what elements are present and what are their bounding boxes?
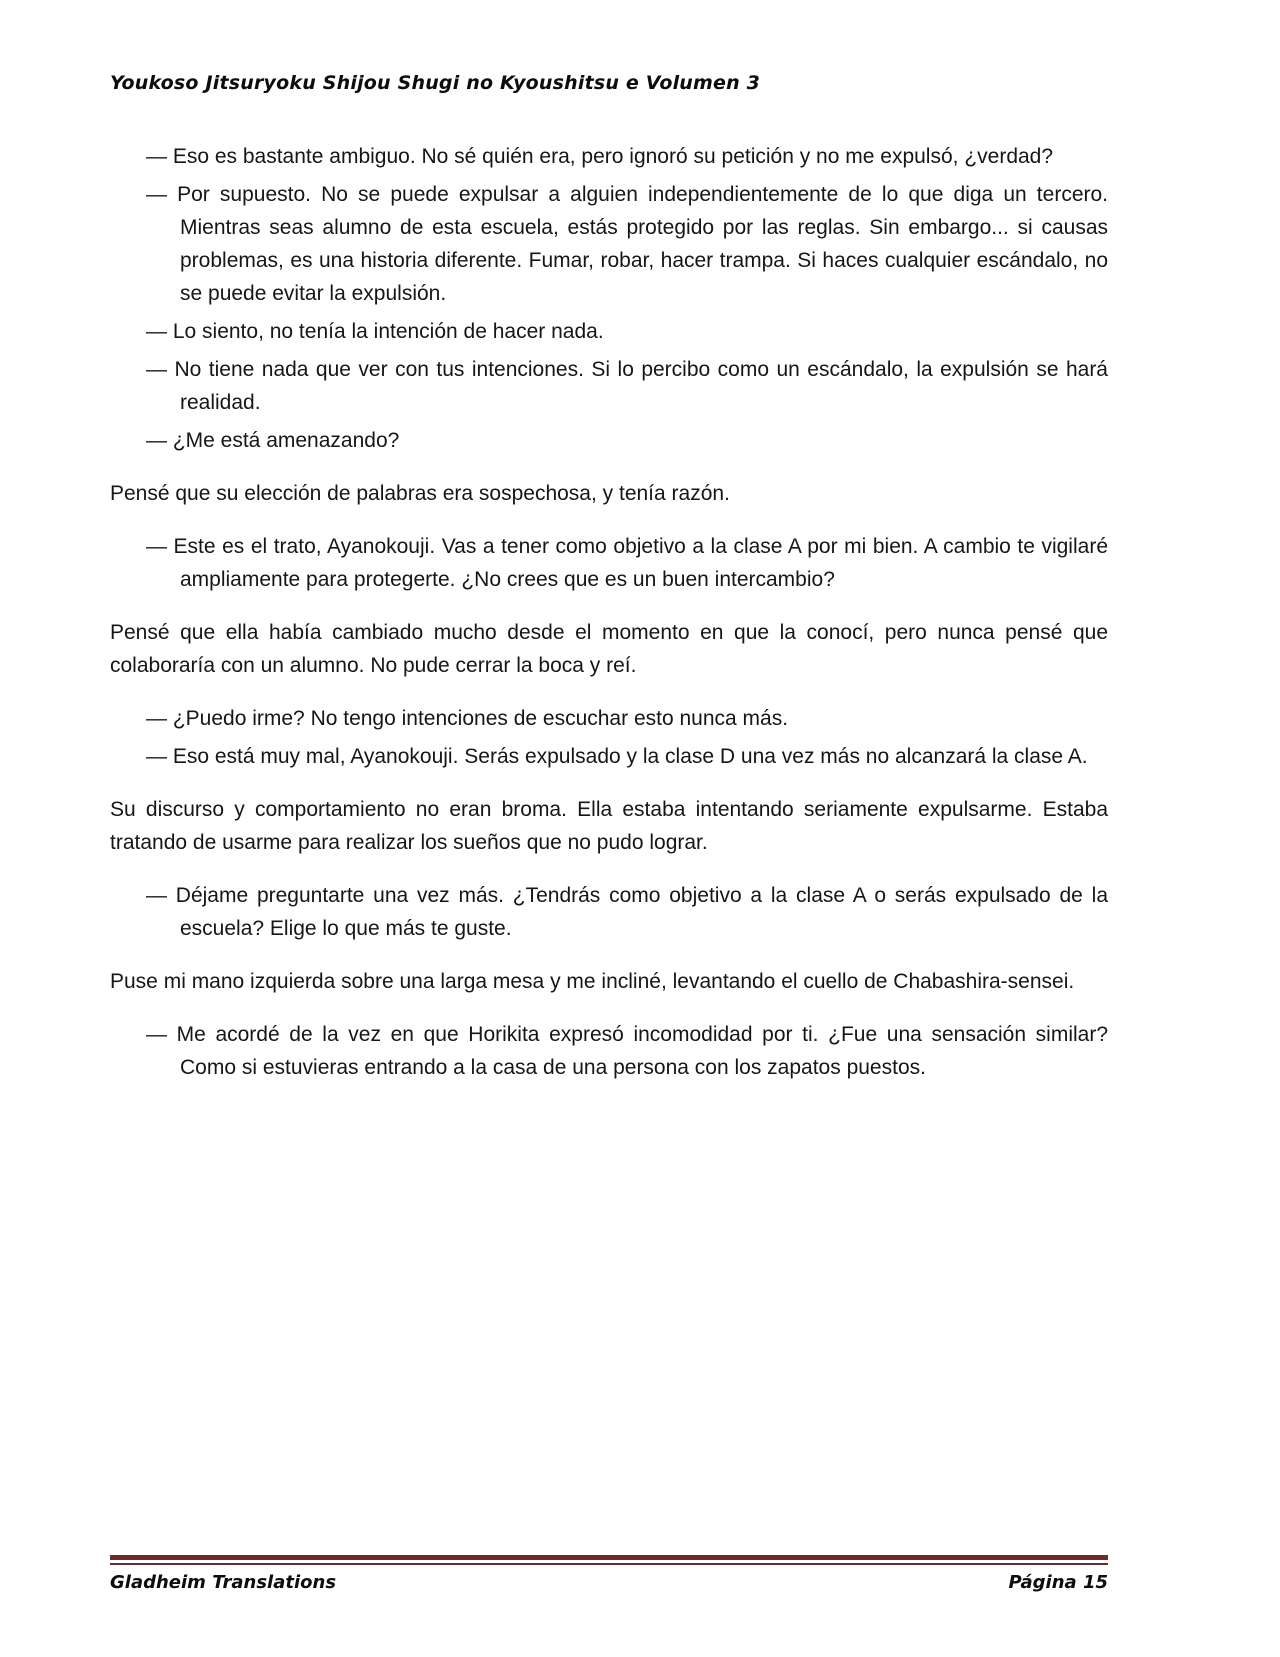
dialogue-paragraph: — Lo siento, no tenía la intención de hacer nada. — [146, 320, 604, 343]
dialogue-paragraph: — No tiene nada que ver con tus intenciones. Si lo percibo como un escándalo, la expulsión se hará realidad. — [146, 358, 1108, 414]
footer-row — [110, 1572, 1108, 1593]
narration-paragraph: Puse mi mano izquierda sobre una larga mesa y me incliné, levantando el cuello de Chabashira-sensei. — [110, 970, 1075, 993]
narration-paragraph: Pensé que su elección de palabras era sospechosa, y tenía razón. — [110, 482, 730, 505]
document-header — [110, 72, 1108, 94]
document-body — [110, 140, 1108, 1089]
dialogue-paragraph: — Eso está muy mal, Ayanokouji. Serás expulsado y la clase D una vez más no alcanzará la clase A. — [146, 745, 1088, 768]
footer-rule — [110, 1555, 1108, 1565]
dialogue-paragraph: — Déjame preguntarte una vez más. ¿Tendrás como objetivo a la clase A o serás expulsado de la escuela? Elige lo que más te guste. — [146, 884, 1108, 940]
document-footer — [110, 1555, 1108, 1593]
dialogue-paragraph: — Eso es bastante ambiguo. No sé quién era, pero ignoró su petición y no me expulsó, ¿verdad? — [146, 145, 1054, 168]
dialogue-paragraph: — ¿Puedo irme? No tengo intenciones de escuchar esto nunca más. — [146, 707, 789, 730]
narration-paragraph: Pensé que ella había cambiado mucho desde el momento en que la conocí, pero nunca pensé que colaboraría con un alumno. No pude cerrar la boca y reí. — [110, 621, 1108, 677]
dialogue-paragraph: — Por supuesto. No se puede expulsar a alguien independientemente de lo que diga un tercero. Mientras seas alumno de esta escuela, estás protegido por las reglas. Sin embargo... si causas problemas, es una historia diferente. Fumar, robar, hacer trampa. Si haces cualquier escándalo, no se puede evitar la expulsión. — [146, 183, 1108, 305]
footer-translator-name: Gladheim Translations — [110, 1572, 337, 1593]
dialogue-paragraph: — Me acordé de la vez en que Horikita expresó incomodidad por ti. ¿Fue una sensación similar? Como si estuvieras entrando a la casa de una persona con los zapatos puestos. — [146, 1023, 1108, 1079]
footer-page-number: Página 15 — [1008, 1572, 1108, 1593]
dialogue-paragraph: — Este es el trato, Ayanokouji. Vas a tener como objetivo a la clase A por mi bien. A cambio te vigilaré ampliamente para protegerte. ¿No crees que es un buen intercambio? — [146, 535, 1108, 591]
header-title: Youkoso Jitsuryoku Shijou Shugi no Kyoushitsu e Volumen 3 — [110, 72, 761, 94]
narration-paragraph: Su discurso y comportamiento no eran broma. Ella estaba intentando seriamente expulsarme. Estaba tratando de usarme para realizar los sueños que no pudo lograr. — [110, 798, 1108, 854]
dialogue-paragraph: — ¿Me está amenazando? — [146, 429, 400, 452]
